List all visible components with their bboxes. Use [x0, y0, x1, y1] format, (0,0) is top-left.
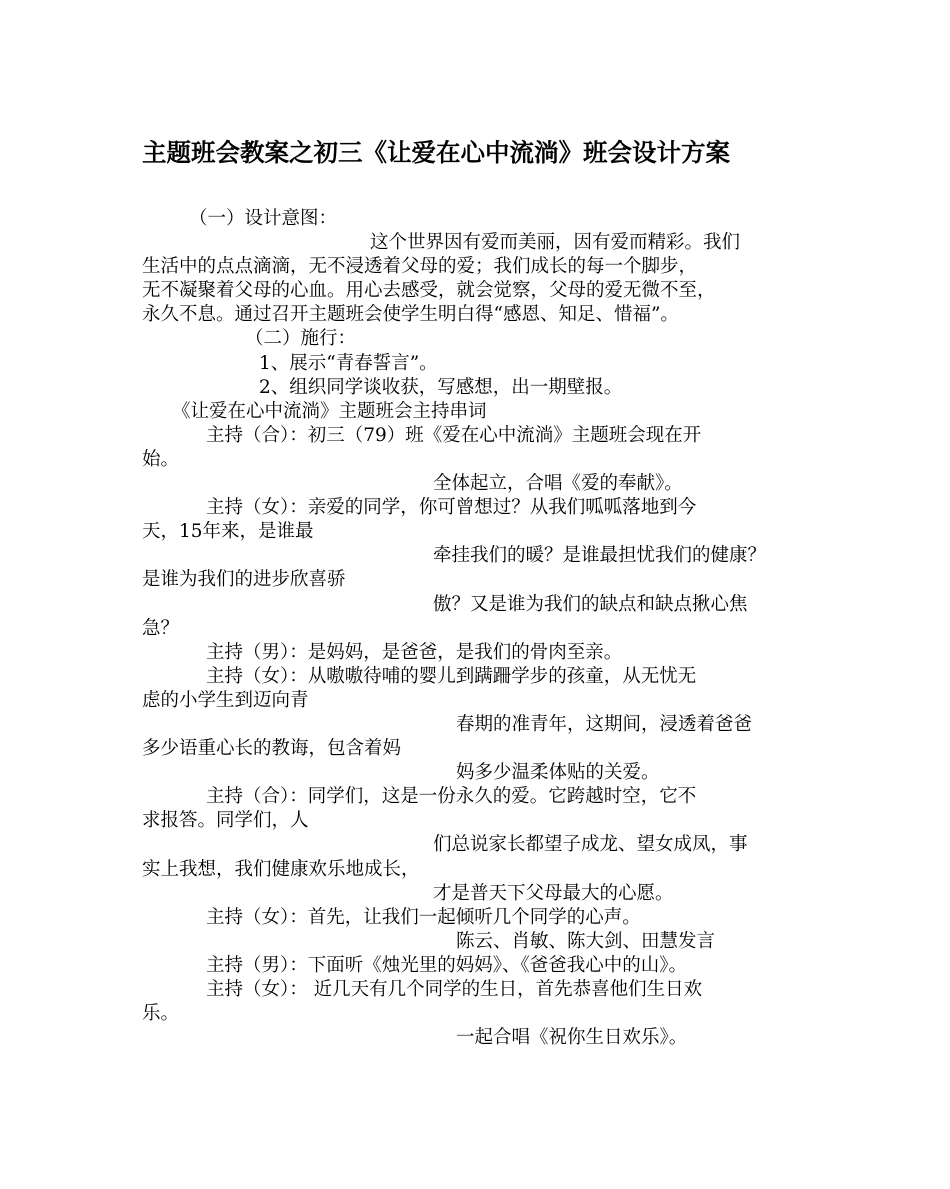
text-line: 主持（男）：是妈妈，是爸爸，是我们的骨肉至亲。 [206, 641, 623, 663]
text-line: 无不凝聚着父母的心血。用心去感受，就会觉察，父母的爱无微不至， [142, 280, 716, 302]
text-line: 主持（女）： 近几天有几个同学的生日，首先恭喜他们生日欢 [206, 979, 703, 1000]
text-line: 主持（女）：首先，让我们一起倾听几个同学的心声。 [206, 906, 641, 928]
text-line: （二）施行： [245, 328, 357, 350]
text-line: 1、展示“青春誓言”。 [259, 352, 438, 374]
text-line: 这个世界因有爱而美丽，因有爱而精彩。我们 [370, 232, 741, 254]
text-line: 妈多少温柔体贴的关爱。 [456, 762, 660, 784]
text-line: 多少语重心长的教诲，包含着妈 [142, 738, 402, 760]
document-body [142, 207, 832, 1050]
text-line: 生活中的点点滴滴，无不浸透着父母的爱；我们成长的每一个脚步， [142, 256, 698, 278]
text-line: （一）设计意图： [189, 208, 338, 229]
text-line: 《让爱在心中流淌》主题班会主持串词 [172, 400, 487, 422]
text-line: 春期的准青年，这期间，浸透着爸爸 [456, 713, 753, 735]
text-line: 们总说家长都望子成龙、望女成凤，事 [433, 834, 748, 856]
text-line: 始。 [142, 448, 180, 470]
text-line: 乐。 [142, 1003, 180, 1025]
document-title: 主题班会教案之初三《让爱在心中流淌》班会设计方案 [142, 138, 730, 167]
text-line: 永久不息。通过召开主题班会使学生明白得“感恩、知足、惜福”。 [142, 304, 679, 326]
text-line: 主持（女）：亲爱的同学，你可曾想过？从我们呱呱落地到今 [206, 497, 697, 519]
text-line: 是谁为我们的进步欣喜骄 [142, 569, 346, 591]
text-line: 牵挂我们的暖？是谁最担忧我们的健康？ [433, 545, 767, 567]
text-line: 傲？又是谁为我们的缺点和缺点揪心焦 [433, 593, 748, 615]
text-line: 主持（女）：从嗷嗷待哺的婴儿到蹒跚学步的孩童，从无忧无 [206, 665, 697, 687]
text-line: 急？ [142, 617, 180, 639]
text-line: 主持（合）：同学们，这是一份永久的爱。它跨越时空，它不 [206, 786, 697, 808]
text-line: 2、组织同学谈收获，写感想，出一期壁报。 [259, 376, 623, 398]
text-line: 虑的小学生到迈向青 [142, 689, 309, 711]
text-line: 一起合唱《祝你生日欢乐》。 [456, 1027, 688, 1049]
text-line: 全体起立，合唱《爱的奉献》。 [433, 473, 683, 495]
text-line: 求报答。同学们，人 [142, 810, 309, 832]
text-line: 主持（男）：下面听《烛光里的妈妈》、《爸爸我心中的山》。 [206, 954, 688, 976]
text-line: 才是普天下父母最大的心愿。 [433, 882, 674, 904]
text-line: 实上我想，我们健康欢乐地成长， [142, 858, 420, 880]
text-line: 天，15年来，是谁最 [142, 521, 314, 543]
text-line: 主持（合）：初三（79）班《爱在心中流淌》主题班会现在开 [206, 424, 702, 446]
text-line: 陈云、肖敏、陈大剑、田慧发言 [456, 930, 716, 952]
